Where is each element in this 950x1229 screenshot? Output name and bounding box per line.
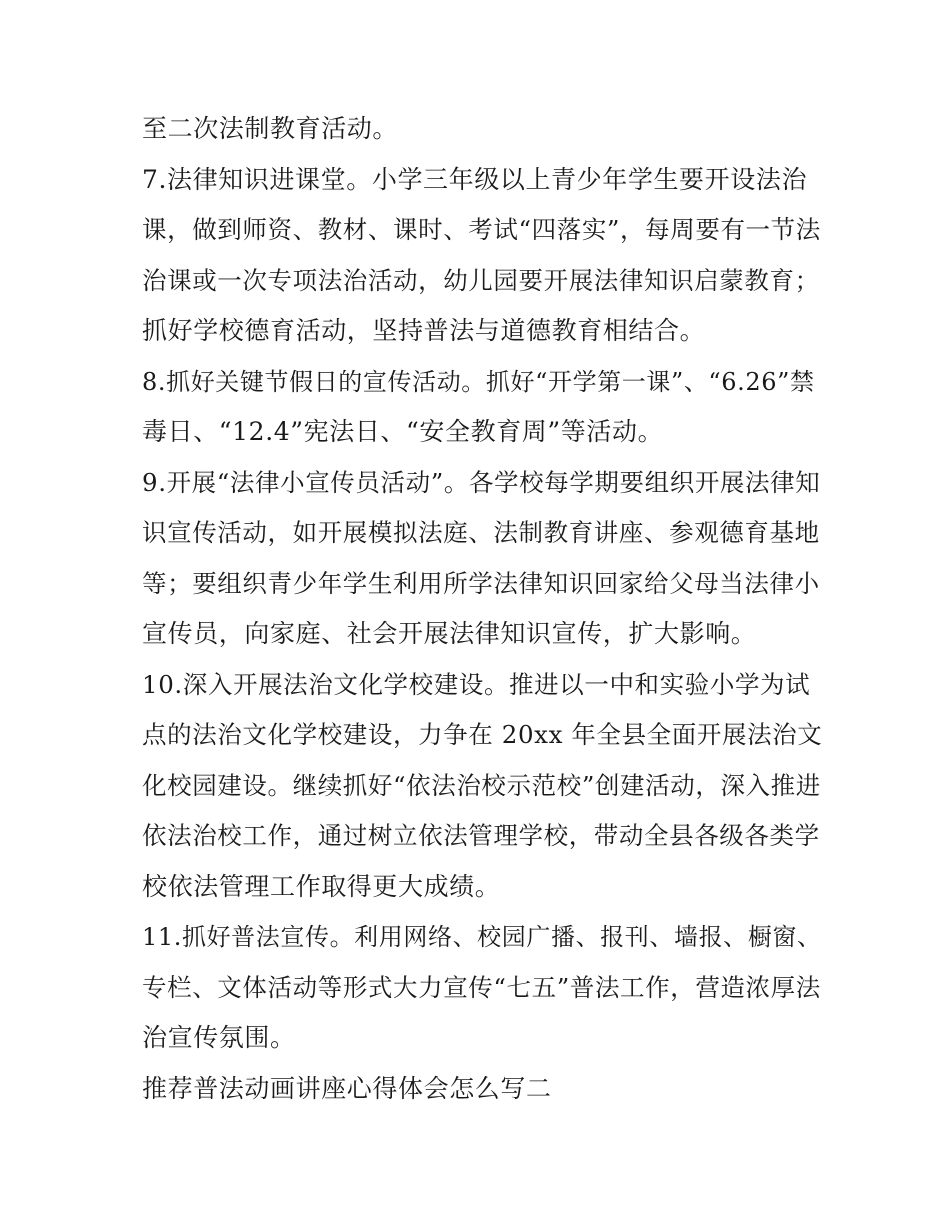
text-line: 宣传员，向家庭、社会开展法律知识宣传，扩大影响。 bbox=[142, 619, 757, 648]
text-line: 等；要组织青少年学生利用所学法律知识回家给父母当法律小 bbox=[142, 568, 820, 598]
text-line: 点的法治文化学校建设，力争在 20xx 年全县全面开展法治文 bbox=[142, 720, 823, 749]
text-line: 9.开展“法律小宣传员活动”。各学校每学期要组织开展法律知 bbox=[142, 467, 821, 497]
text-line: 8.抓好关键节假日的宣传活动。抓好“开学第一课”、“6.26”禁 bbox=[142, 367, 815, 396]
text-line: 依法治校工作，通过树立依法管理学校，带动全县各级各类学 bbox=[142, 821, 820, 850]
text-line: 化校园建设。继续抓好“依法治校示范校”创建活动，深入推进 bbox=[142, 770, 821, 800]
text-line: 10.深入开展法治文化学校建设。推进以一中和实验小学为试 bbox=[142, 669, 811, 699]
text-line: 抓好学校德育活动，坚持普法与道德教育相结合。 bbox=[142, 316, 706, 345]
text-line: 专栏、文体活动等形式大力宣传“七五”普法工作，营造浓厚法 bbox=[142, 972, 821, 1002]
text-line: 7.法律知识进课堂。小学三年级以上青少年学生要开设法治 bbox=[142, 164, 808, 194]
text-line: 至二次法制教育活动。 bbox=[142, 114, 399, 143]
section-heading: 推荐普法动画讲座心得体会怎么写二 bbox=[142, 1073, 552, 1103]
document-body bbox=[142, 104, 822, 1114]
text-line: 毒日、“12.4”宪法日、“安全教育周”等活动。 bbox=[142, 417, 664, 446]
text-line: 识宣传活动，如开展模拟法庭、法制教育讲座、参观德育基地 bbox=[142, 518, 820, 547]
text-line: 11.抓好普法宣传。利用网络、校园广播、报刊、墙报、橱窗、 bbox=[142, 923, 822, 951]
text-line: 治宣传氛围。 bbox=[142, 1023, 296, 1052]
text-line: 校依法管理工作取得更大成绩。 bbox=[142, 871, 501, 901]
text-line: 课，做到师资、教材、课时、考试“四落实”，每周要有一节法 bbox=[142, 215, 821, 244]
text-line: 治课或一次专项法治活动，幼儿园要开展法律知识启蒙教育； bbox=[142, 265, 820, 295]
